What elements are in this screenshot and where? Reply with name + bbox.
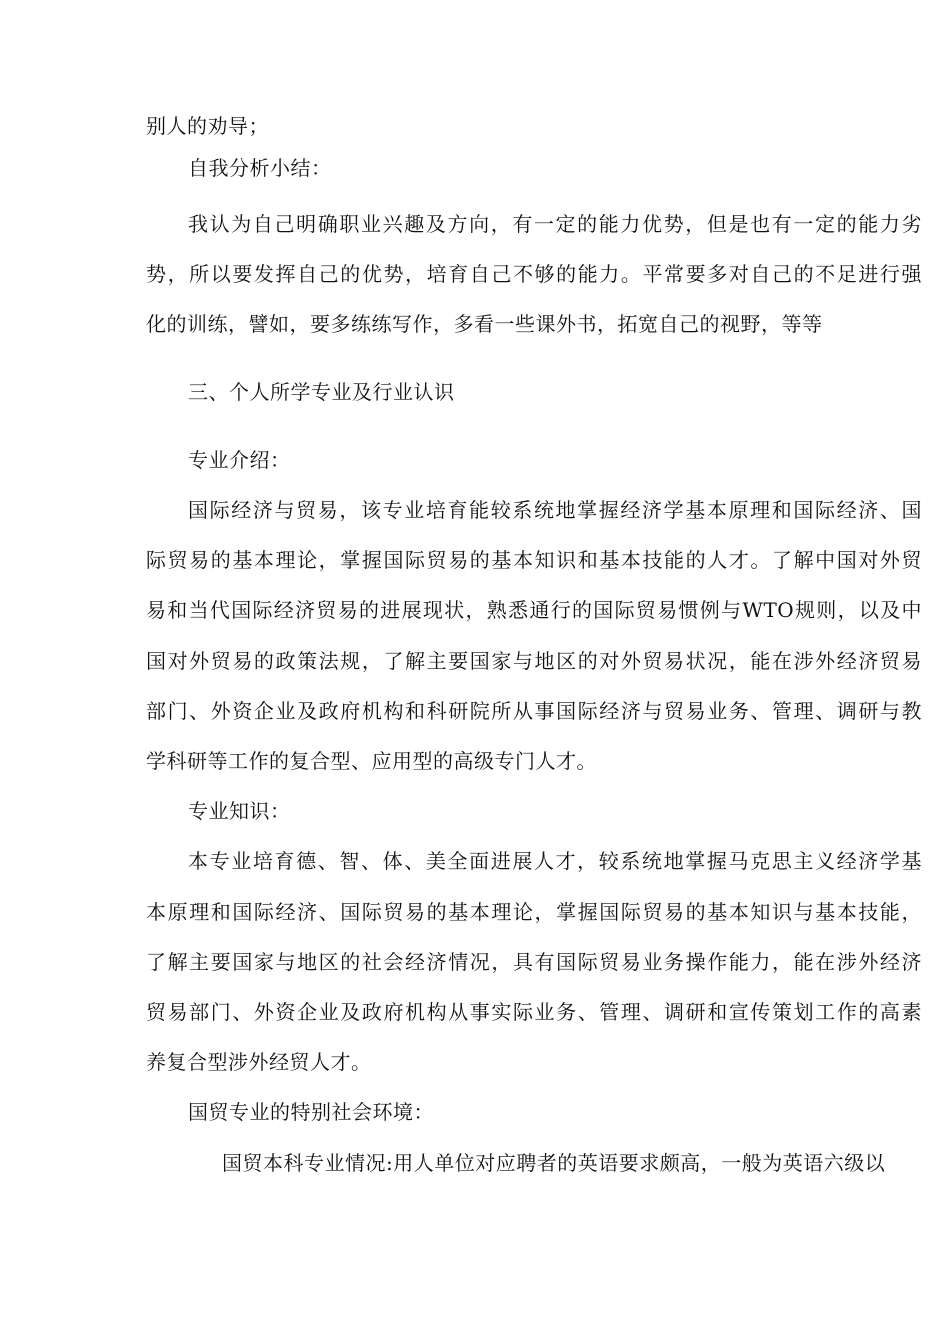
text-line: 势，所以要发挥自己的优势，培育自己不够的能力。平常要多对自己的不足进行强: [146, 262, 922, 286]
text-line: 部门、外资企业及政府机构和科研院所从事国际经济与贸易业务、管理、调研与教: [146, 699, 922, 723]
text-line: 本原理和国际经济、国际贸易的基本理论，掌握国际贸易的基本知识与基本技能，: [146, 900, 922, 924]
text-line: 我认为自己明确职业兴趣及方向，有一定的能力优势，但是也有一定的能力劣: [188, 212, 922, 236]
section-label-social-environment: 国贸专业的特别社会环境：: [188, 1100, 434, 1124]
text-line: 了解主要国家与地区的社会经济情况，具有国际贸易业务操作能力，能在涉外经济: [146, 950, 922, 974]
text-line: 贸易部门、外资企业及政府机构从事实际业务、管理、调研和宣传策划工作的高素: [146, 1000, 922, 1024]
section-label-self-analysis: 自我分析小结：: [188, 156, 332, 180]
text-line: 学科研等工作的复合型、应用型的高级专门人才。: [146, 749, 597, 773]
text-line: 国对外贸易的政策法规，了解主要国家与地区的对外贸易状况，能在涉外经济贸易: [146, 649, 922, 673]
section-label-major-knowledge: 专业知识：: [188, 799, 291, 823]
text-line: 本专业培育德、智、体、美全面进展人才，较系统地掌握马克思主义经济学基: [188, 849, 922, 873]
text-line: 养复合型涉外经贸人才。: [146, 1050, 372, 1074]
section-label-major-intro: 专业介绍：: [188, 448, 291, 472]
text-line: 别人的劝导；: [146, 114, 269, 138]
text-line: 国贸本科专业情况:用人单位对应聘者的英语要求颇高，一般为英语六级以: [222, 1151, 886, 1175]
text-line: 易和当代国际经济贸易的进展现状，熟悉通行的国际贸易惯例与WTO规则，以及中: [146, 598, 922, 622]
section-heading: 三、个人所学专业及行业认识: [188, 380, 455, 404]
text-line: 化的训练，譬如，要多练练写作，多看一些课外书，拓宽自己的视野，等等: [146, 312, 823, 336]
text-line: 际贸易的基本理论，掌握国际贸易的基本知识和基本技能的人才。了解中国对外贸: [146, 548, 922, 572]
text-line: 国际经济与贸易，该专业培育能较系统地掌握经济学基本原理和国际经济、国: [188, 498, 922, 522]
